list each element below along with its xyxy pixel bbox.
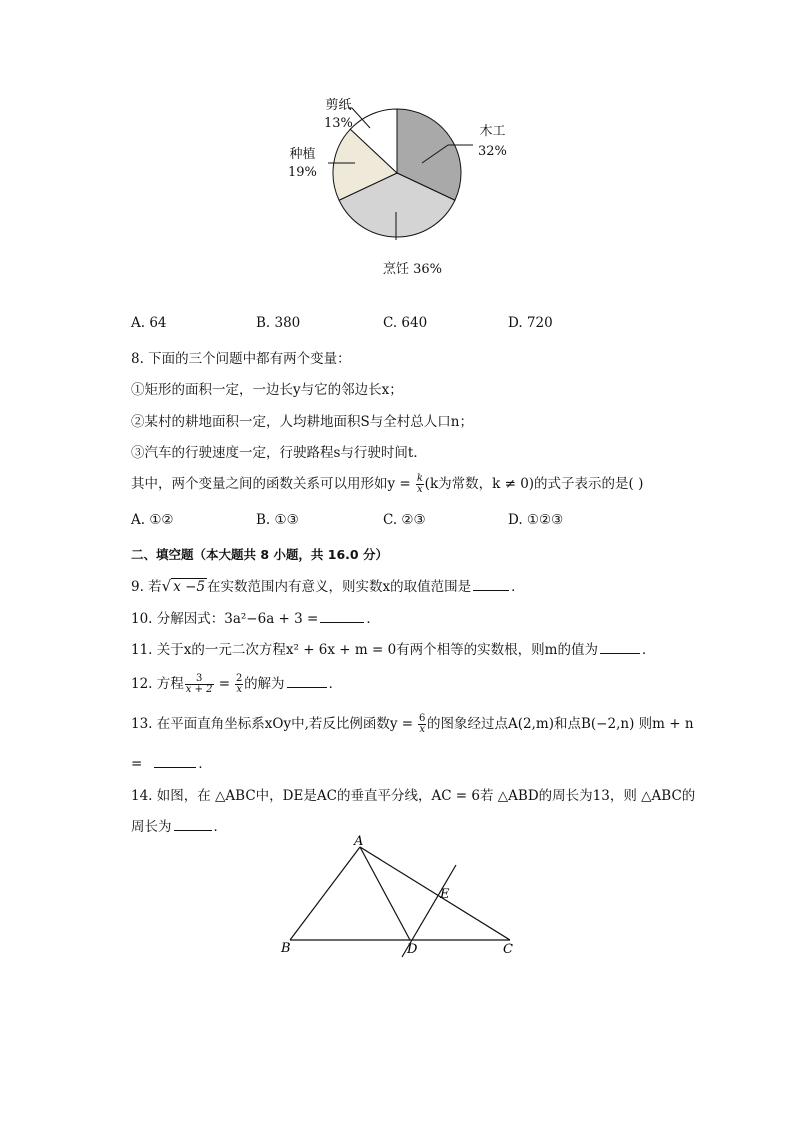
q13-line1: 13. 在平面直角坐标系xOy中,若反比例函数y = $\frac{6}{x}$ 的图象经过点A(2,m)和点B(−2,n) 则m + n — [131, 713, 694, 735]
segment-ab — [290, 847, 360, 940]
label-d: D — [407, 942, 418, 957]
q12: 12. 方程 $\frac{3}{x + 2}$ = $\frac{2}{x}$ 的解为 ． — [131, 673, 343, 695]
label-e: E — [440, 887, 450, 902]
pie-label-jianzhi: 剪纸 13% — [324, 98, 353, 131]
q8-option-b: B. ①③ — [256, 512, 299, 528]
q12-fraction-2: $\frac{2}{x}$ — [236, 673, 243, 695]
q13-line2: = ． — [131, 756, 212, 772]
q14-line2: 周长为 ． — [131, 819, 227, 835]
label-b: B — [281, 941, 291, 956]
q11: 11. 关于x的一元二次方程x² + 6x + m = 0有两个相等的实数根，则m的值为 ． — [131, 642, 656, 658]
q7-option-b: B. 380 — [256, 315, 301, 331]
q12-fraction-1: $\frac{3}{x + 2}$ — [185, 673, 213, 695]
q13-blank — [154, 755, 196, 768]
q8-item2: ②某村的耕地面积一定，人均耕地面积S与全村总人口n； — [131, 414, 473, 430]
q8-ask: 其中，两个变量之间的函数关系可以用形如y = $\frac{k}{x}$ (k为常数，k ≠ 0)的式子表示的是( ) — [131, 473, 644, 495]
q8-option-c: C. ②③ — [383, 512, 426, 528]
section-heading: 二、填空题（本大题共 8 小题，共 16.0 分） — [131, 547, 388, 562]
pie-label-pengren: 烹饪 36% — [383, 262, 443, 277]
q7-option-c: C. 640 — [383, 315, 428, 331]
q11-blank — [600, 641, 640, 654]
q8-fraction: $\frac{k}{x}$ — [416, 473, 423, 495]
q8-option-d: D. ①②③ — [508, 512, 564, 528]
q9: 9. 若√ x −5 在实数范围内有意义，则实数x的取值范围是 ． — [131, 577, 525, 595]
pie-label-mugong: 木工 32% — [478, 124, 507, 159]
q13-fraction: $\frac{6}{x}$ — [419, 713, 426, 735]
q8-item3: ③汽车的行驶速度一定，行驶路程s与行驶时间t． — [131, 445, 427, 461]
pie-label-zhongzhi: 种植 19% — [288, 147, 317, 180]
q7-option-a: A. 64 — [131, 315, 167, 331]
q10-blank — [320, 610, 364, 623]
q14-line1: 14. 如图，在 △ABC中，DE是AC的垂直平分线，AC = 6若 △ABD的周长为13，则 △ABC的 — [131, 788, 696, 804]
triangle-figure — [270, 835, 530, 965]
q9-blank — [473, 578, 509, 591]
segment-ac — [360, 847, 510, 940]
q9-radicand: x −5 — [173, 579, 206, 595]
segment-ad — [360, 847, 410, 940]
q10: 10. 分解因式：3a²−6a + 3 = ． — [131, 611, 380, 627]
q12-blank — [287, 675, 327, 688]
label-c: C — [503, 942, 513, 957]
q7-option-d: D. 720 — [508, 315, 553, 331]
q8-option-a: A. ①② — [131, 512, 174, 528]
q8-item1: ①矩形的面积一定，一边长y与它的邻边长x； — [131, 382, 403, 398]
label-a: A — [354, 835, 364, 849]
q8-stem: 8. 下面的三个问题中都有两个变量： — [131, 351, 351, 367]
q14-blank — [174, 818, 212, 831]
